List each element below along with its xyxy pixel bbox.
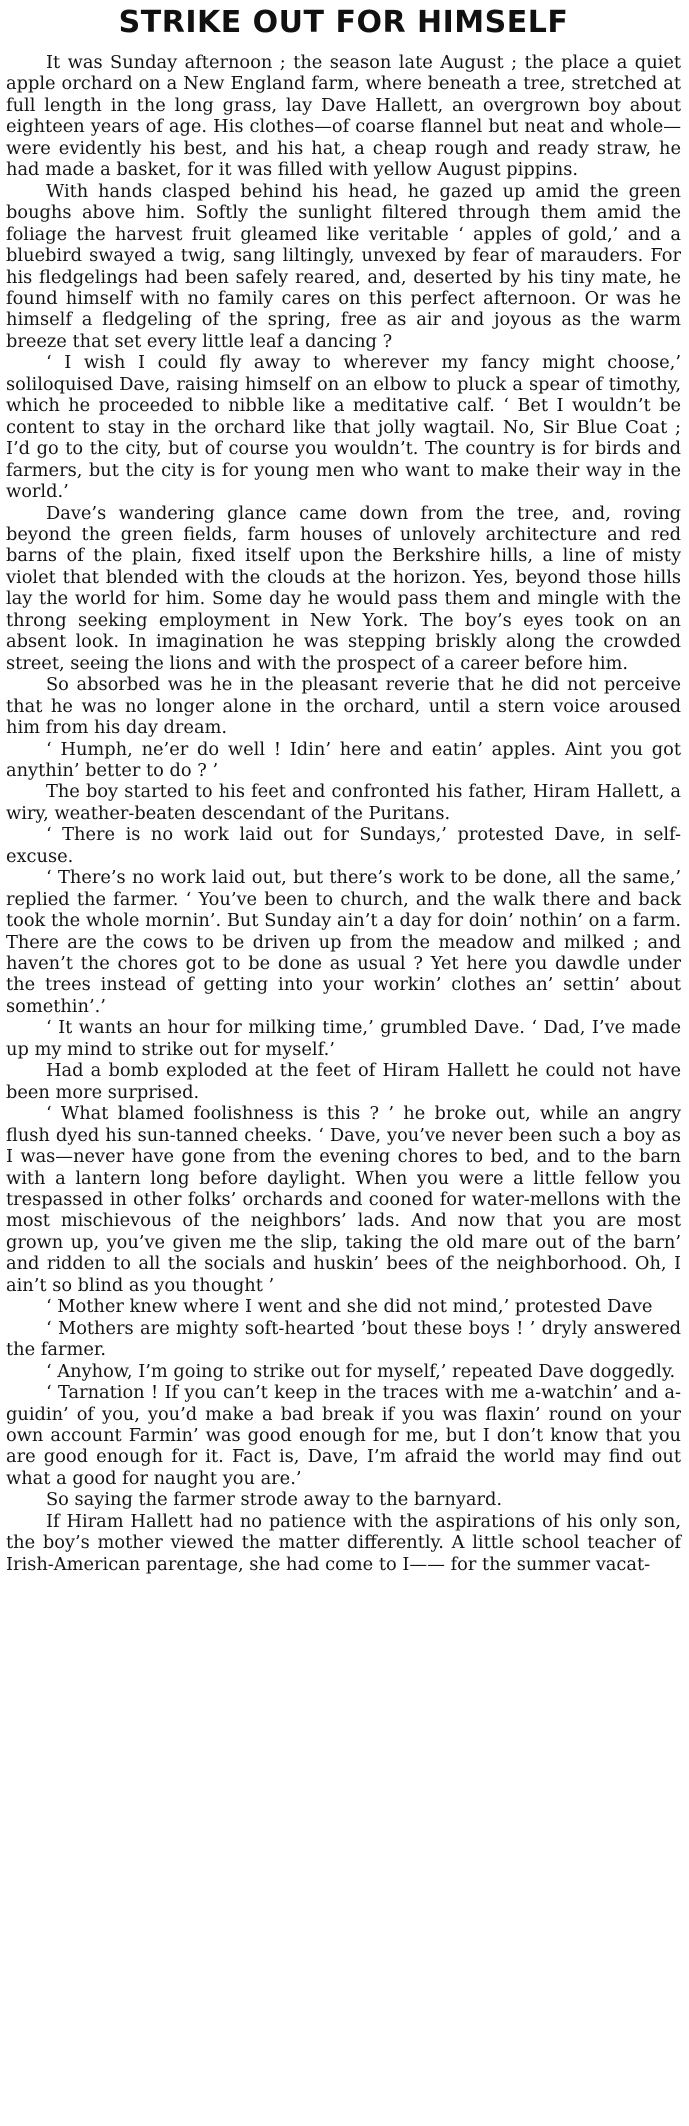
- article-paragraph: It was Sunday afternoon ; the season late August ; the place a quiet apple orchard on a New England farm, where beneath a tree, stretched at full length in the long grass, lay Dave Hallett, an overgrown boy about eighteen years of age. His clothes—of coarse flannel but neat and whole—were evidently his best, and his hat, a cheap rough and ready straw, he had made a basket, for it was filled with yellow August pippins.: [6, 52, 681, 181]
- article-paragraph: If Hiram Hallett had no patience with the aspirations of his only son, the boy’s mother viewed the matter differently. A little school teacher of Irish-American parentage, she had come to I—— for the summer vacat-: [6, 1510, 681, 1575]
- article-paragraph: So saying the farmer strode away to the barnyard.: [46, 1489, 503, 1511]
- article-paragraph: ‘ There’s no work laid out, but there’s work to be done, all the same,’ replied the farmer. ‘ You’ve been to church, and the walk there and back took the whole mornin’. But Sunday ain’t a day for doin’ nothin’ on a farm. There are the cows to be driven up from the meadow and milked ; and haven’t the chores got to be done as usual ? Yet here you dawdle under the trees instead of getting into your workin’ clothes an’ settin’ about somethin’.’: [6, 867, 681, 1017]
- article-paragraph: Dave’s wandering glance came down from the tree, and, roving beyond the green fields, farm houses of unlovely architecture and red barns of the plain, fixed itself upon the Berkshire hills, a line of misty violet that blended with the clouds at the horizon. Yes, beyond those hills lay the world for him. Some day he would pass them and mingle with the throng seeking employment in New York. The boy’s eyes took on an absent look. In imagination he was stepping briskly along the crowded street, seeing the lions and with the prospect of a career before him.: [6, 502, 681, 674]
- article-paragraph: So absorbed was he in the pleasant reverie that he did not perceive that he was no longer alone in the orchard, until a stern voice aroused him from his day dream.: [6, 674, 681, 739]
- article-paragraph: The boy started to his feet and confronted his father, Hiram Hallett, a wiry, weather-beaten descendant of the Puritans.: [6, 781, 681, 824]
- article-paragraph: ‘ There is no work laid out for Sundays,’ protested Dave, in self-excuse.: [6, 824, 681, 867]
- article-paragraph: ‘ I wish I could fly away to wherever my fancy might choose,’ soliloquised Dave, raising himself on an elbow to pluck a spear of timothy, which he proceeded to nibble like a meditative calf. ‘ Bet I wouldn’t be content to stay in the orchard like that jolly wagtail. No, Sir Blue Coat ; I’d go to the city, but of course you wouldn’t. The country is for birds and farmers, but the city is for young men who want to make their way in the world.’: [6, 352, 681, 503]
- article-paragraph: ‘ It wants an hour for milking time,’ grumbled Dave. ‘ Dad, I’ve made up my mind to strike out for myself.’: [6, 1017, 681, 1060]
- article-paragraph: ‘ Mother knew where I went and she did not mind,’ protested Dave: [46, 1296, 653, 1318]
- article-body: [6, 52, 681, 1575]
- article-paragraph: ‘ Anyhow, I’m going to strike out for myself,’ repeated Dave doggedly.: [46, 1360, 676, 1382]
- article-paragraph: Had a bomb exploded at the feet of Hiram Hallett he could not have been more surprised.: [6, 1060, 681, 1103]
- article-paragraph: ‘ Humph, ne’er do well ! Idin’ here and eatin’ apples. Aint you got anythin’ better to do ? ’: [6, 738, 681, 781]
- article-paragraph: ‘ Tarnation ! If you can’t keep in the traces with me a-watchin’ and a-guidin’ of you, you’d make a bad break if you was flaxin’ round on your own account Farmin’ was good enough for me, but I don’t know that you are good enough for it. Fact is, Dave, I’m afraid the world may find out what a good for naught you are.’: [6, 1382, 681, 1489]
- article-paragraph: ‘ Mothers are mighty soft-hearted ’bout these boys ! ’ dryly answered the farmer.: [6, 1317, 681, 1361]
- article-paragraph: With hands clasped behind his head, he gazed up amid the green boughs above him. Softly the sunlight filtered through them amid the foliage the harvest fruit gleamed like veritable ‘ apples of gold,’ and a bluebird swayed a twig, sang liltingly, unvexed by fear of marauders. For his fledgelings had been safely reared, and, deserted by his tiny mate, he found himself with no family cares on this perfect afternoon. Or was he himself a fledgeling of the spring, free as air and joyous as the warm breeze that set every little leaf a dancing ?: [6, 180, 681, 352]
- article-headline: STRIKE OUT FOR HIMSELF: [118, 5, 569, 40]
- article-paragraph: ‘ What blamed foolishness is this ? ’ he broke out, while an angry flush dyed his sun-tanned cheeks. ‘ Dave, you’ve never been such a boy as I was—never have gone from the evening chores to bed, and to the barn with a lantern long before daylight. When you were a little fellow you trespassed in other folks’ orchards and cooned for water-mellons with the most mischievous of the neighbors’ lads. And now that you are most grown up, you’ve given me the slip, taking the old mare out of the barn’ and ridden to all the socials and huskin’ bees of the neighborhood. Oh, I ain’t so blind as you thought ’: [6, 1103, 681, 1296]
